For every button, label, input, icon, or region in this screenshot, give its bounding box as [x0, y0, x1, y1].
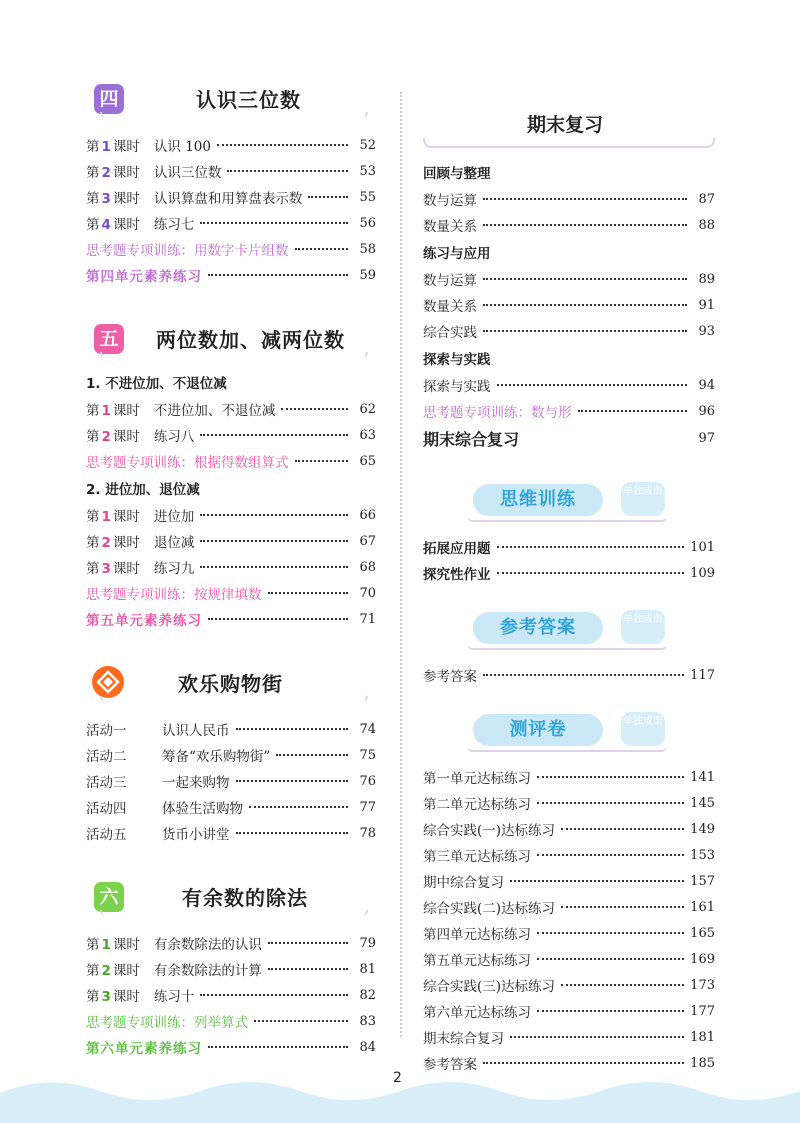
entry-page: 82: [359, 987, 376, 1003]
activity-label: 活动二: [86, 749, 127, 765]
entry-page: 70: [359, 585, 376, 601]
left-column: [86, 78, 376, 1090]
entry-page: 88: [698, 217, 715, 233]
entry-title: 认识算盘和用算盘表示数: [153, 191, 303, 207]
toc-entry[interactable]: 第 1 课时 有余数除法的认识 79: [86, 930, 376, 956]
unit6-header: [86, 876, 376, 920]
entry-page: 89: [698, 271, 715, 287]
unit5-section: [86, 318, 376, 632]
toc-entry[interactable]: [423, 998, 715, 1024]
toc-entry-special[interactable]: [86, 236, 376, 262]
toc-entry[interactable]: [86, 716, 376, 742]
dot-leader: [561, 828, 684, 830]
toc-entry[interactable]: [423, 534, 715, 560]
dot-leader: [208, 618, 348, 620]
dot-leader: [561, 984, 684, 986]
unit5-badge: 五: [94, 324, 124, 354]
toc-entry[interactable]: 第 2 课时 练习八 63: [86, 422, 376, 448]
entry-page: 66: [359, 507, 376, 523]
shopping-section: [86, 662, 376, 846]
dot-leader: [236, 728, 349, 730]
entry-title: 参考答案: [423, 669, 477, 685]
entry-title: 练习七: [153, 217, 195, 233]
dot-leader: [208, 1046, 348, 1048]
toc-entry[interactable]: 第 2 课时 退位减 67: [86, 528, 376, 554]
unit5-title: 两位数加、减两位数: [156, 328, 345, 352]
toc-entry[interactable]: [423, 868, 715, 894]
entry-page: 67: [359, 533, 376, 549]
dot-leader: [537, 776, 684, 778]
dot-leader: [497, 384, 688, 386]
entry-title: 思考题专项训练：按规律填数: [86, 587, 262, 603]
dot-leader: [537, 932, 684, 934]
toc-entry[interactable]: 第 2 课时 有余数除法的计算 81: [86, 956, 376, 982]
toc-entry[interactable]: [423, 292, 715, 318]
separate-volume-tag: 单独成册: [621, 610, 665, 644]
toc-entry-special[interactable]: [86, 580, 376, 606]
unit6-title: 有余数的除法: [182, 886, 308, 910]
entry-page: 53: [359, 163, 376, 179]
toc-entry[interactable]: 第 1 课时 不进位加、不退位减 62: [86, 396, 376, 422]
entry-title: 练习九: [153, 561, 195, 577]
entry-title: 思考题专项训练：列举算式: [86, 1015, 248, 1031]
entry-page: 81: [359, 961, 376, 977]
dot-leader: [200, 540, 348, 542]
toc-entry[interactable]: 第 1 课时 进位加 66: [86, 502, 376, 528]
toc-entry[interactable]: [86, 794, 376, 820]
dot-leader: [200, 566, 348, 568]
entry-page: 177: [690, 1003, 715, 1019]
unit6-badge: 六: [94, 882, 124, 912]
dot-leader: [483, 330, 687, 332]
toc-entry[interactable]: [423, 560, 715, 586]
dot-leader: [483, 674, 684, 676]
toc-entry-special[interactable]: [86, 1008, 376, 1034]
entry-page: 75: [359, 747, 376, 763]
toc-entry-comprehensive[interactable]: [423, 424, 715, 452]
entry-title: 练习十: [153, 989, 195, 1005]
entry-title: 综合实践(三)达标练习: [423, 979, 556, 995]
entry-page: 76: [359, 773, 376, 789]
dot-leader: [268, 592, 349, 594]
toc-entry[interactable]: [423, 1024, 715, 1050]
right-column: [423, 96, 715, 1076]
header-underline: [467, 516, 667, 522]
toc-entry[interactable]: [423, 920, 715, 946]
dot-leader: [200, 514, 348, 516]
entry-page: 68: [359, 559, 376, 575]
thinking-header: [423, 480, 715, 524]
toc-entry[interactable]: 第 2 课时 认识三位数 53: [86, 158, 376, 184]
entry-title: 进位加: [153, 509, 195, 525]
entry-title: 第三单元达标练习: [423, 849, 531, 865]
unit4-badge: 四: [94, 84, 124, 114]
entry-page: 55: [359, 189, 376, 205]
entry-title: 思考题专项训练：根据得数组算式: [86, 455, 289, 471]
page-number: 2: [393, 1070, 402, 1086]
section-label: 探索与实践: [423, 352, 491, 368]
entry-title: 第四单元素养练习: [86, 269, 202, 285]
dot-leader: [483, 278, 687, 280]
entry-title: 思考题专项训练：数与形: [423, 405, 572, 421]
entry-title: 第五单元达标练习: [423, 953, 531, 969]
entry-title: 综合实践(二)达标练习: [423, 901, 556, 917]
entry-page: 109: [690, 565, 715, 581]
dot-leader: [497, 546, 685, 548]
entry-page: 97: [698, 430, 715, 446]
answers-title: 参考答案: [473, 612, 603, 644]
footer-wave-decoration: [0, 1053, 800, 1123]
dot-leader: [249, 806, 348, 808]
header-underline: [467, 644, 667, 650]
toc-entry[interactable]: [423, 764, 715, 790]
entry-page: 96: [698, 403, 715, 419]
dot-leader: [510, 880, 684, 882]
entry-page: 94: [698, 377, 715, 393]
entry-page: 145: [690, 795, 715, 811]
entry-title: 第五单元素养练习: [86, 613, 202, 629]
entry-page: 87: [698, 191, 715, 207]
entry-page: 83: [359, 1013, 376, 1029]
entry-title: 参考答案: [423, 1057, 477, 1073]
toc-entry[interactable]: [423, 946, 715, 972]
entry-page: 173: [690, 977, 715, 993]
header-underline: [100, 910, 368, 916]
entry-title: 综合实践: [423, 325, 477, 341]
entry-page: 79: [359, 935, 376, 951]
activity-label: 活动五: [86, 827, 127, 843]
header-underline: [100, 112, 368, 118]
entry-page: 181: [690, 1029, 715, 1045]
dot-leader: [200, 994, 348, 996]
entry-page: 153: [690, 847, 715, 863]
dot-leader: [268, 942, 348, 944]
entry-page: 101: [690, 539, 715, 555]
entry-title: 认识人民币: [162, 723, 230, 739]
dot-leader: [483, 224, 687, 226]
shopping-header: [86, 662, 376, 706]
entry-page: 93: [698, 323, 715, 339]
toc-entry[interactable]: 第 3 课时 练习十 82: [86, 982, 376, 1008]
entry-title: 第一单元达标练习: [423, 771, 531, 787]
unit4-title: 认识三位数: [196, 88, 301, 112]
dot-leader: [308, 196, 348, 198]
entry-title: 一起来购物: [162, 775, 230, 791]
entry-page: 161: [690, 899, 715, 915]
entry-title: 期末综合复习: [423, 1031, 504, 1047]
unit6-section: [86, 876, 376, 1060]
activity-label: 活动一: [86, 723, 127, 739]
entry-page: 59: [359, 267, 376, 283]
tests-title: 测评卷: [473, 714, 603, 746]
entry-title: 综合实践(一)达标练习: [423, 823, 556, 839]
entry-page: 74: [359, 721, 376, 737]
toc-entry[interactable]: [423, 318, 715, 344]
dot-leader: [236, 832, 349, 834]
answers-header: [423, 608, 715, 652]
entry-page: 84: [359, 1039, 376, 1055]
dot-leader: [295, 460, 349, 462]
entry-page: 149: [690, 821, 715, 837]
toc-entry[interactable]: 第 3 课时 练习九 68: [86, 554, 376, 580]
entry-title: 探究性作业: [423, 567, 491, 583]
toc-entry[interactable]: [423, 372, 715, 398]
entry-title: 期中综合复习: [423, 875, 504, 891]
section-label: 1. 不进位加、不退位减: [86, 376, 227, 392]
entry-title: 数与运算: [423, 193, 477, 209]
diamond-icon: [92, 666, 124, 698]
separate-volume-tag: 单独成册: [621, 482, 665, 516]
entry-page: 165: [690, 925, 715, 941]
toc-entry[interactable]: [423, 790, 715, 816]
unit4-section: [86, 78, 376, 288]
dot-leader: [295, 248, 349, 250]
dot-leader: [217, 144, 348, 146]
toc-entry[interactable]: 第 1 课时 认识 100 52: [86, 132, 376, 158]
dot-leader: [208, 274, 348, 276]
dot-leader: [537, 802, 684, 804]
dot-leader: [537, 854, 684, 856]
dot-leader: [510, 1036, 684, 1038]
entry-page: 58: [359, 241, 376, 257]
section-label: 回顾与整理: [423, 166, 491, 182]
dot-leader: [483, 198, 687, 200]
dot-leader: [537, 1010, 684, 1012]
final-review-header: [423, 96, 715, 148]
separate-volume-tag: 单独成册: [621, 712, 665, 746]
entry-page: 91: [698, 297, 715, 313]
dot-leader: [578, 410, 688, 412]
section-label: 2. 进位加、退位减: [86, 482, 200, 498]
shopping-title: 欢乐购物街: [178, 672, 283, 696]
dot-leader: [276, 754, 348, 756]
entry-title: 练习八: [153, 429, 195, 445]
entry-title: 第六单元达标练习: [423, 1005, 531, 1021]
entry-title: 数与运算: [423, 273, 477, 289]
entry-title: 不进位加、不退位减: [153, 403, 276, 419]
entry-title: 期末综合复习: [423, 429, 520, 449]
toc-entry[interactable]: [423, 894, 715, 920]
toc-entry[interactable]: [423, 842, 715, 868]
toc-entry-practice[interactable]: [86, 262, 376, 288]
dot-leader: [200, 434, 348, 436]
toc-entry[interactable]: [423, 186, 715, 212]
toc-entry[interactable]: 第 3 课时 认识算盘和用算盘表示数 55: [86, 184, 376, 210]
entry-title: 思考题专项训练：用数字卡片组数: [86, 243, 289, 259]
column-divider: [400, 92, 402, 1037]
entry-title: 拓展应用题: [423, 541, 491, 557]
thinking-title: 思维训练: [473, 484, 603, 516]
entry-page: 185: [690, 1055, 715, 1071]
entry-page: 78: [359, 825, 376, 841]
entry-page: 71: [359, 611, 376, 627]
entry-title: 货币小讲堂: [162, 827, 230, 843]
shopping-icon: [92, 666, 124, 698]
entry-title: 探索与实践: [423, 379, 491, 395]
entry-title: 有余数除法的认识: [153, 937, 262, 953]
unit5-header: [86, 318, 376, 362]
toc-entry-special[interactable]: [86, 448, 376, 474]
section-label: 练习与应用: [423, 246, 491, 262]
entry-title: 第二单元达标练习: [423, 797, 531, 813]
toc-entry-special[interactable]: [423, 398, 715, 424]
entry-page: 63: [359, 427, 376, 443]
dot-leader: [561, 906, 684, 908]
entry-page: 65: [359, 453, 376, 469]
toc-entry-practice[interactable]: [86, 606, 376, 632]
final-review-title: 期末复习: [527, 114, 604, 136]
dot-leader: [236, 780, 349, 782]
entry-title: 筹备“欢乐购物街”: [162, 749, 271, 765]
dot-leader: [537, 958, 684, 960]
activity-label: 活动三: [86, 775, 127, 791]
entry-page: 52: [359, 137, 376, 153]
entry-title: 体验生活购物: [162, 801, 243, 817]
entry-page: 77: [359, 799, 376, 815]
entry-title: 第六单元素养练习: [86, 1041, 202, 1057]
entry-page: 141: [690, 769, 715, 785]
header-underline: [423, 138, 715, 148]
toc-entry[interactable]: [423, 662, 715, 688]
header-underline: [467, 746, 667, 752]
dot-leader: [497, 572, 685, 574]
unit4-header: [86, 78, 376, 122]
header-underline: [100, 352, 368, 358]
header-underline: [100, 696, 368, 702]
dot-leader: [268, 968, 348, 970]
dot-leader: [200, 222, 348, 224]
entry-title: 有余数除法的计算: [153, 963, 262, 979]
entry-title: 数量关系: [423, 299, 477, 315]
entry-page: 157: [690, 873, 715, 889]
toc-entry[interactable]: [423, 212, 715, 238]
dot-leader: [254, 1020, 348, 1022]
entry-title: 数量关系: [423, 219, 477, 235]
entry-title: 退位减: [153, 535, 195, 551]
toc-entry[interactable]: [423, 816, 715, 842]
tests-header: [423, 710, 715, 754]
toc-entry[interactable]: [86, 820, 376, 846]
toc-entry[interactable]: [86, 768, 376, 794]
dot-leader: [281, 408, 348, 410]
entry-page: 62: [359, 401, 376, 417]
entry-page: 169: [690, 951, 715, 967]
activity-label: 活动四: [86, 801, 127, 817]
entry-title: 认识三位数: [153, 165, 222, 181]
entry-page: 56: [359, 215, 376, 231]
entry-title: 第四单元达标练习: [423, 927, 531, 943]
entry-title: 认识 100: [153, 139, 211, 155]
toc-entry[interactable]: [423, 972, 715, 998]
toc-entry[interactable]: 第 4 课时 练习七 56: [86, 210, 376, 236]
toc-entry[interactable]: [86, 742, 376, 768]
entry-page: 117: [690, 667, 715, 683]
dot-leader: [483, 304, 687, 306]
toc-entry[interactable]: [423, 266, 715, 292]
dot-leader: [227, 170, 348, 172]
